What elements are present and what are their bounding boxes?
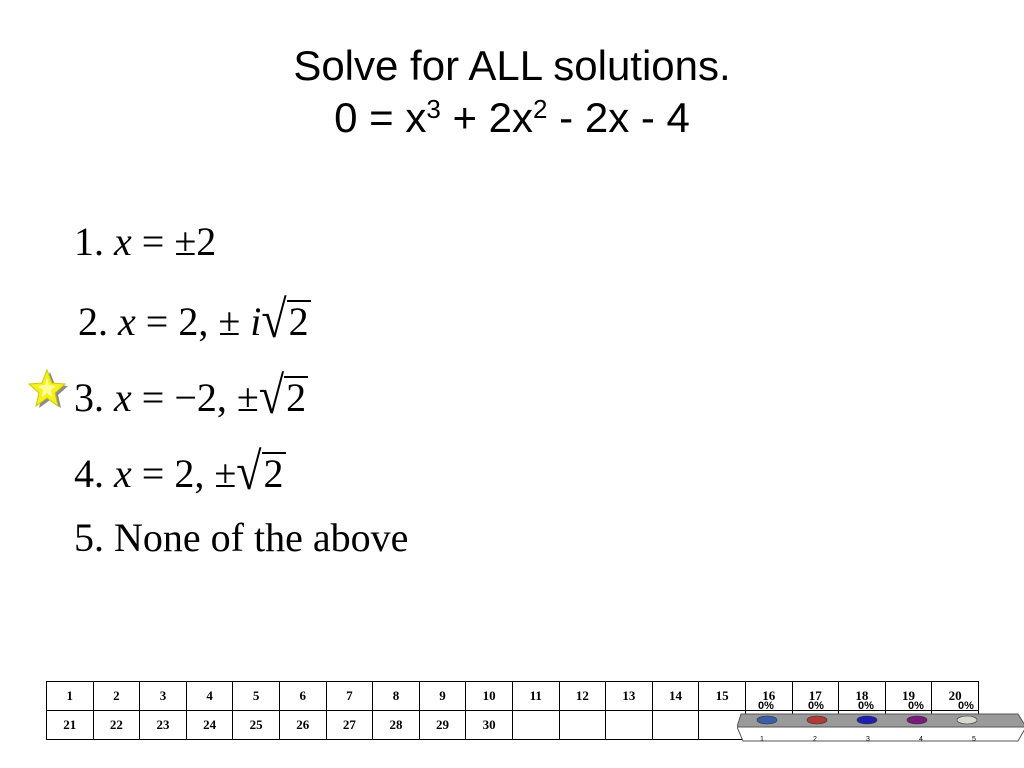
response-marker-4 (907, 716, 927, 724)
response-percent-5: 0% (958, 700, 974, 712)
grid-cell[interactable]: 25 (233, 711, 280, 740)
response-label-3: 3 (866, 736, 870, 743)
grid-cell[interactable]: 28 (373, 711, 420, 740)
sqrt-symbol: √2 (261, 290, 309, 349)
grid-cell[interactable]: 4 (186, 682, 233, 711)
choice-5[interactable]: 5. None of the above (74, 515, 409, 560)
grid-cell[interactable]: 17 (792, 682, 839, 711)
response-percent-3: 0% (858, 700, 874, 712)
grid-cell[interactable]: 3 (140, 682, 187, 711)
response-percent-1: 0% (758, 700, 774, 712)
grid-cell[interactable]: 22 (93, 711, 140, 740)
grid-cell[interactable]: 20 (932, 682, 979, 711)
grid-cell[interactable]: 23 (140, 711, 187, 740)
grid-cell[interactable]: 6 (279, 682, 326, 711)
grid-cell[interactable] (559, 711, 606, 740)
grid-cell[interactable]: 10 (466, 682, 513, 711)
grid-cell[interactable]: 18 (839, 682, 886, 711)
choice-4[interactable]: 4. x = 2, ±√2 (74, 442, 284, 501)
grid-cell[interactable] (652, 711, 699, 740)
grid-cell[interactable]: 29 (419, 711, 466, 740)
grid-cell[interactable]: 2 (93, 682, 140, 711)
grid-cell[interactable]: 30 (466, 711, 513, 740)
grid-cell[interactable]: 26 (279, 711, 326, 740)
grid-cell[interactable]: 15 (699, 682, 746, 711)
slide-title (0, 40, 1024, 144)
sqrt-symbol: √2 (258, 366, 307, 425)
choice-2[interactable]: 2. x = 2, ± i√2 (78, 290, 309, 349)
grid-cell[interactable]: 24 (186, 711, 233, 740)
choice-3[interactable]: 3. x = −2, ±√2 (74, 366, 307, 425)
response-marker-2 (807, 716, 827, 724)
grid-cell[interactable]: 19 (885, 682, 932, 711)
grid-cell[interactable] (512, 711, 559, 740)
title-line1: Solve for ALL solutions. (293, 42, 731, 89)
grid-cell[interactable]: 5 (233, 682, 280, 711)
response-label-2: 2 (813, 736, 817, 743)
grid-cell[interactable]: 11 (512, 682, 559, 711)
grid-cell[interactable]: 1 (47, 682, 94, 711)
response-chart-base (737, 711, 1024, 745)
grid-cell[interactable]: 13 (606, 682, 653, 711)
response-percent-4: 0% (908, 700, 924, 712)
response-label-4: 4 (919, 736, 923, 743)
response-label-5: 5 (972, 736, 976, 743)
title-equation: $0 = x^3 + 2x^2 - 2x - 4$ (334, 94, 690, 141)
response-marker-5 (957, 716, 977, 724)
sqrt-symbol: √2 (236, 442, 284, 501)
grid-cell[interactable]: 9 (419, 682, 466, 711)
grid-cell[interactable] (606, 711, 653, 740)
response-marker-3 (857, 716, 877, 724)
grid-row-1 (47, 682, 979, 711)
grid-cell[interactable]: 7 (326, 682, 373, 711)
grid-cell[interactable]: 14 (652, 682, 699, 711)
grid-cell[interactable]: 8 (373, 682, 420, 711)
star-icon (26, 368, 70, 412)
response-label-1: 1 (760, 736, 764, 743)
grid-cell[interactable]: 27 (326, 711, 373, 740)
grid-cell[interactable]: 16 (745, 682, 792, 711)
grid-cell[interactable]: 12 (559, 682, 606, 711)
choice-1[interactable]: 1. x = ±2 (74, 219, 217, 264)
response-marker-1 (757, 716, 777, 724)
grid-cell[interactable]: 21 (47, 711, 94, 740)
response-percent-2: 0% (808, 700, 824, 712)
